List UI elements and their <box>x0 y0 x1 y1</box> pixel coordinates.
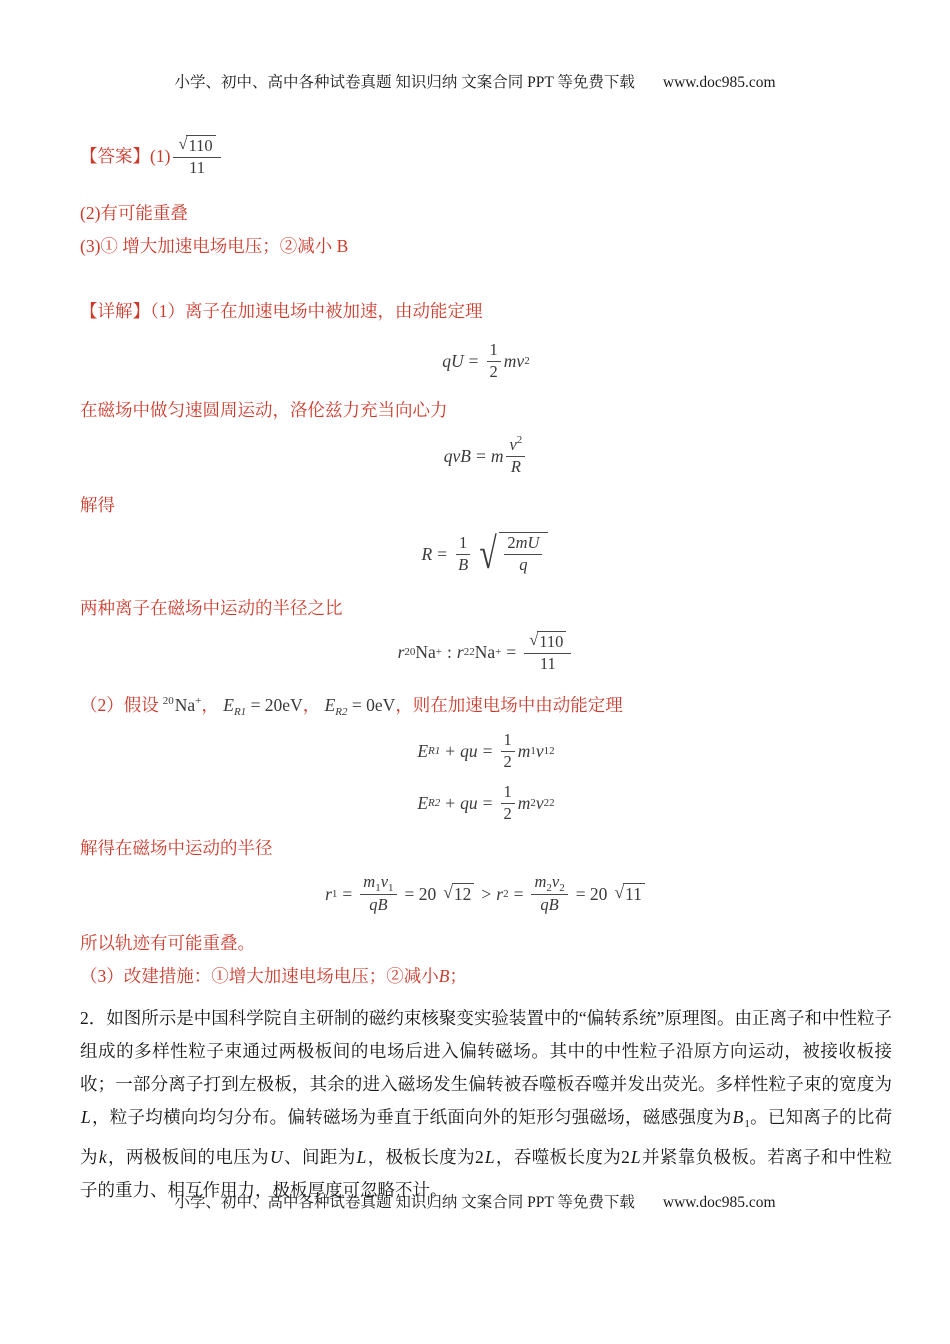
page-header <box>0 70 950 92</box>
detail-conclusion-text: 所以轨迹有可能重叠。 <box>80 933 255 953</box>
header-url: www.doc985.com <box>662 74 776 91</box>
problem-statement: 2．如图所示是中国科学院自主研制的磁约束核聚变实验装置中的“偏转系统”原理图。由正离子和中性粒子组成的多样性粒子束通过两极板间的电场后进入偏转磁场。其中的中性粒子沿原方向运动，被接收板接收；一部分离子打到左极板，其余的进入磁场发生偏转被吞噬板吞噬并发出荧光。多样性粒子束的宽度为L，粒子均横向均匀分布。偏转磁场为垂直于纸面向外的矩形匀强磁场，磁感强度为$B_1$。已知离子的比荷为k，两极板间的电压为U、间距为L，极板长度为2L，吞噬板长度为2L并紧靠负极板。若离子和中性粒子的重力、相互作用力，极板厚度可忽略不计。 <box>80 1008 893 1200</box>
sqrt-icon: √ <box>529 629 539 649</box>
sqrt-icon: √ <box>479 529 497 579</box>
formula-radii-compare: r 1 = $\frac{m_1v_1}{qB}$ = 20 √ 12 > r 2 = $\frac{m_2v_2}{qB}$ = 20 √ 11 <box>80 870 892 918</box>
answer-line-3: (3)① 增大加速电场电压；②减小 B <box>80 236 349 256</box>
answer-part1-fraction: √ 110 11 <box>173 134 220 178</box>
page-footer <box>0 1190 950 1212</box>
document-body <box>80 128 892 1207</box>
answer-line-1 <box>80 128 892 184</box>
detail-lorentz-text: 在磁场中做匀速圆周运动，洛伦兹力充当向心力 <box>80 400 448 420</box>
detail-step3-text: （3）改建措施：①增大加速电场电压；②减小B； <box>80 966 467 986</box>
formula-radius: R = $\frac{1}{B}$ √ $\frac{2mU}{q}$ <box>80 525 892 583</box>
footer-url: www.doc985.com <box>662 1194 776 1211</box>
formula-energy-1: E R1 + qu = $\frac{1}{2}$ m 1 v 1 2 <box>417 729 555 771</box>
sqrt-icon: √ <box>443 882 453 902</box>
formula-radius-ratio: r 20 Na + : r 22 Na + = √ 110 11 <box>80 628 892 676</box>
formula-energy-theorem: qU = $\frac{1}{2}$ mv 2 <box>442 339 530 381</box>
sqrt-icon: √ <box>614 882 625 902</box>
header-tagline: 小学、初中、高中各种试卷真题 知识归纳 文案合同 PPT 等免费下载 <box>174 74 635 91</box>
answer-line-2: (2)有可能重叠 <box>80 203 188 223</box>
footer-tagline: 小学、初中、高中各种试卷真题 知识归纳 文案合同 PPT 等免费下载 <box>174 1194 635 1211</box>
detail-solve-text: 解得 <box>80 495 115 515</box>
formula-energy-2: E R2 + qu = $\frac{1}{2}$ m 2 v 2 2 <box>417 781 555 823</box>
detail-step2-intro: （2）假设 $^{20}$Na+， $E_{R1} = 20eV$， $E_{R2} = 0eV$，则在加速电场中由动能定理 <box>80 695 623 718</box>
detail-step1-intro: 【详解】（1）离子在加速电场中被加速，由动能定理 <box>80 301 483 321</box>
detail-ratio-text: 两种离子在磁场中运动的半径之比 <box>80 598 343 618</box>
answer-part1-prefix: (1) <box>150 145 171 166</box>
sqrt-icon: √ <box>178 133 188 153</box>
formula-lorentz-centripetal: qvB = m $\frac{v^2}{R}$ <box>80 430 892 482</box>
detail-label: 【详解】 <box>80 301 150 321</box>
answer-label: 【答案】 <box>80 145 150 166</box>
detail-solve-radius-text: 解得在磁场中运动的半径 <box>80 838 273 858</box>
